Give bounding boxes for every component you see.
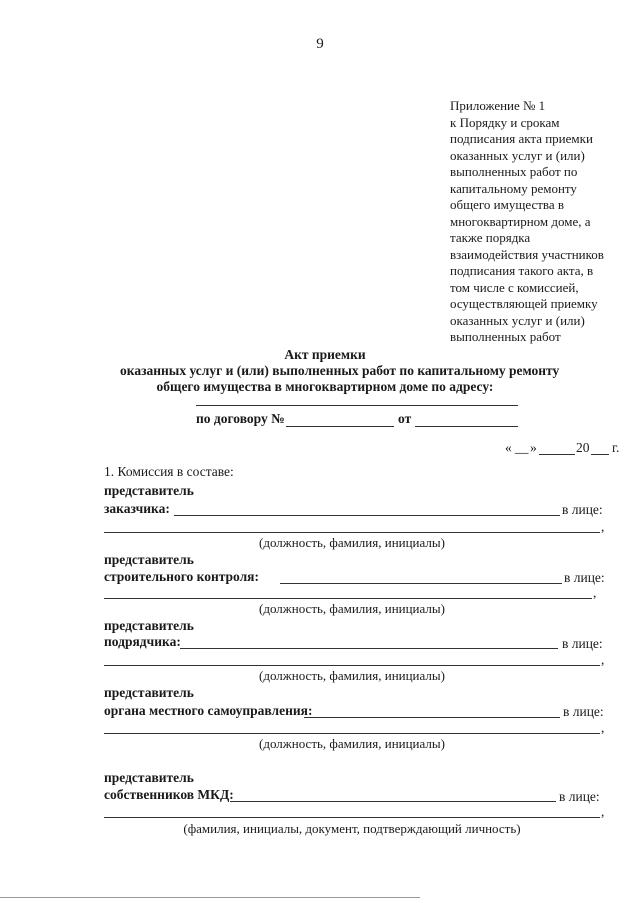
contract-label: по договору №: [196, 411, 285, 426]
title-line-1: Акт приемки: [284, 347, 366, 362]
contractor-position-blank[interactable]: [104, 665, 600, 666]
appendix-line: подписания такого акта, в: [450, 263, 594, 278]
in-person-label: в лице:: [563, 704, 604, 719]
appendix-note: [450, 98, 625, 346]
owners-identity-caption: (фамилия, инициалы, документ, подтверждающий личность): [183, 821, 521, 836]
appendix-line: также порядка: [450, 230, 531, 245]
construction-control-position-blank[interactable]: [104, 598, 592, 599]
owners-representative-label: представитель: [104, 770, 194, 785]
customer-label: заказчика:: [104, 501, 170, 516]
contractor-label: подрядчика:: [104, 634, 181, 649]
address-blank[interactable]: [196, 405, 518, 406]
appendix-line: осуществляющей приемку: [450, 296, 598, 311]
line-comma: ,: [601, 519, 605, 534]
position-caption: (должность, фамилия, инициалы): [259, 601, 445, 616]
in-person-label: в лице:: [562, 502, 603, 517]
appendix-line: выполненных работ по: [450, 164, 578, 179]
in-person-label: в лице:: [564, 570, 605, 585]
line-comma: ,: [593, 585, 597, 600]
customer-position-blank[interactable]: [104, 532, 600, 533]
customer-name-blank[interactable]: [174, 515, 560, 516]
construction-control-name-blank[interactable]: [280, 583, 562, 584]
contract-number-blank[interactable]: [286, 426, 394, 427]
date-open-quote: «: [505, 440, 512, 455]
date-month-blank[interactable]: [539, 454, 575, 455]
appendix-line: выполненных работ: [450, 329, 561, 344]
appendix-line: капитальному ремонту: [450, 180, 577, 196]
local-government-position-blank[interactable]: [104, 733, 600, 734]
date-year-suffix: г.: [612, 440, 620, 455]
appendix-line: том числе с комиссией,: [450, 279, 579, 295]
position-caption: (должность, фамилия, инициалы): [259, 736, 445, 751]
date-day-blank[interactable]: __: [515, 440, 529, 455]
commission-heading: 1. Комиссия в составе:: [104, 464, 234, 479]
customer-representative-label: представитель: [104, 483, 194, 498]
appendix-line: взаимодействия участников: [450, 246, 604, 262]
contract-date-blank[interactable]: [415, 426, 518, 427]
contract-from-label: от: [398, 411, 412, 426]
appendix-line: Приложение № 1: [450, 98, 546, 113]
in-person-label: в лице:: [559, 789, 600, 804]
appendix-line: к Порядку и срокам: [450, 114, 560, 130]
appendix-line: оказанных услуг и (или): [450, 147, 585, 163]
date-year-blank[interactable]: [591, 454, 609, 455]
construction-control-representative-label: представитель: [104, 552, 194, 567]
line-comma: ,: [601, 652, 605, 667]
construction-control-label: строительного контроля:: [104, 569, 259, 584]
local-government-representative-label: представитель: [104, 685, 194, 700]
line-comma: ,: [601, 720, 605, 735]
title-line-2: оказанных услуг и (или) выполненных работ по капитальному ремонту: [120, 363, 560, 378]
page-bottom-rule: [0, 897, 420, 898]
appendix-line: многоквартирном доме, а: [450, 213, 591, 229]
position-caption: (должность, фамилия, инициалы): [259, 535, 445, 550]
local-government-name-blank[interactable]: [304, 717, 560, 718]
document-title: [120, 347, 560, 395]
in-person-label: в лице:: [562, 636, 603, 651]
date-close-quote: »: [530, 440, 537, 455]
appendix-line: оказанных услуг и (или): [450, 312, 585, 328]
appendix-line: общего имущества в: [450, 197, 565, 212]
contractor-representative-label: представитель: [104, 618, 194, 633]
owners-name-blank[interactable]: [230, 801, 556, 802]
date-year-prefix: 20: [576, 440, 590, 455]
position-caption: (должность, фамилия, инициалы): [259, 668, 445, 683]
appendix-line: подписания акта приемки: [450, 131, 593, 146]
owners-identity-blank[interactable]: [104, 817, 600, 818]
local-government-label: органа местного самоуправления:: [104, 703, 313, 718]
title-line-3: общего имущества в многоквартирном доме по адресу:: [156, 379, 494, 394]
line-comma: ,: [601, 804, 605, 819]
contractor-name-blank[interactable]: [180, 648, 558, 649]
owners-label: собственников МКД:: [104, 787, 234, 802]
page-number: 9: [316, 36, 324, 52]
